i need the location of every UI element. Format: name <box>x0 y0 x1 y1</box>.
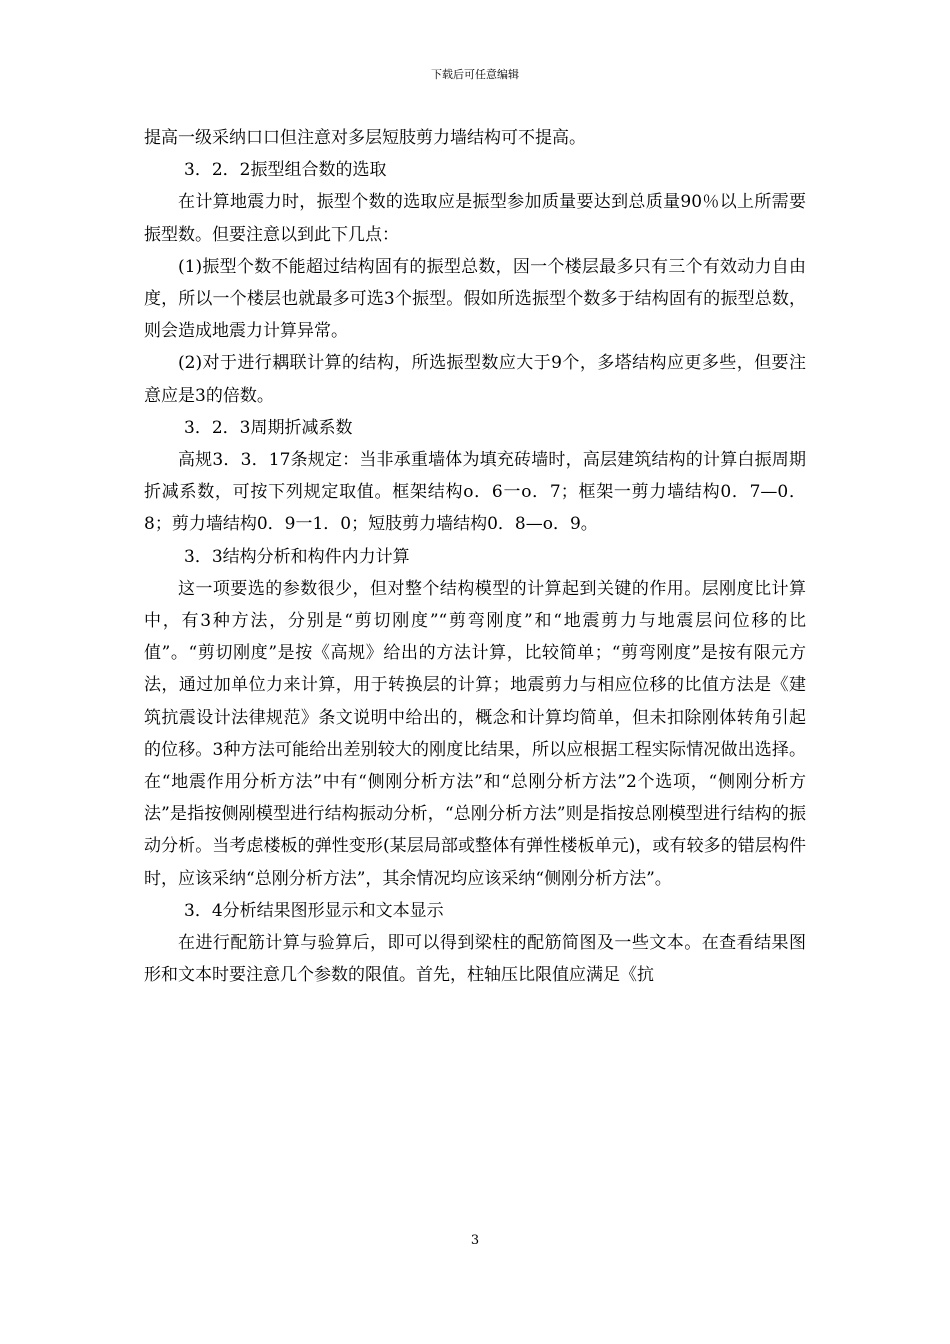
paragraph: 在计算地震力时，振型个数的选取应是振型参加质量要达到总质量90％以上所需要振型数。但要注意以到此下几点： <box>144 192 806 245</box>
section-heading: 3．2．3周期折减系数 <box>184 417 353 438</box>
section-heading: 3．4分析结果图形显示和文本显示 <box>184 900 444 921</box>
paragraph: (2)对于进行耦联计算的结构，所选振型数应大于9个，多塔结构应更多些，但要注意应是3的倍数。 <box>144 353 806 406</box>
page-number: 3 <box>470 1233 480 1248</box>
page-header: 下载后可任意编辑 <box>431 68 519 81</box>
paragraph: 这一项要选的参数很少，但对整个结构模型的计算起到关键的作用。层刚度比计算中，有3种方法，分别是“剪切刚度”“剪弯刚度”和“地震剪力与地震层问位移的比值”。“剪切刚度”是按《高规》给出的方法计算，比较简单；“剪弯刚度”是按有限元方法，通过加单位力来计算，用于转换层的计算；地震剪力与相应位移的比值方法是《建筑抗震设计法律规范》条文说明中给出的，概念和计算均简单，但未扣除刚体转角引起的位移。3种方法可能给出差别较大的刚度比结果，所以应根据工程实际情况做出选择。在“地震作用分析方法”中有“侧刚分析方法”和“总刚分析方法”2个选项，“侧刚分析方法”是指按侧剐模型进行结构振动分析，“总刚分析方法”则是指按总刚模型进行结构的振动分析。当考虑楼板的弹性变形(某层局部或整体有弹性楼板单元)，或有较多的错层构件时，应该采纳“总刚分析方法”，其余情况均应该采纳“侧刚分析方法”。 <box>144 578 806 889</box>
section-heading: 3．3结构分析和构件内力计算 <box>184 546 410 567</box>
paragraph: (1)振型个数不能超过结构固有的振型总数，因一个楼层最多只有三个有效动力自由度，所以一个楼层也就最多可选3个振型。假如所选振型个数多于结构固有的振型总数，则会造成地震力计算异常。 <box>144 256 806 342</box>
section-heading: 3．2．2振型组合数的选取 <box>184 160 387 181</box>
paragraph: 高规3．3．17条规定：当非承重墙体为填充砖墙时，高层建筑结构的计算白振周期折减系数，可按下列规定取值。框架结构o．6一o．7；框架一剪力墙结构0．7—0．8；剪力墙结构0．9一1．0；短肢剪力墙结构0．8—o．9。 <box>144 450 806 535</box>
paragraph: 在进行配筋计算与验算后，即可以得到梁柱的配筋简图及一些文本。在查看结果图形和文本时要注意几个参数的限值。首先，柱轴压比限值应满足《抗 <box>144 933 806 986</box>
document-body <box>144 122 806 991</box>
paragraph-continuation: 提高一级采纳口口但注意对多层短肢剪力墙结构可不提高。 <box>144 128 586 148</box>
